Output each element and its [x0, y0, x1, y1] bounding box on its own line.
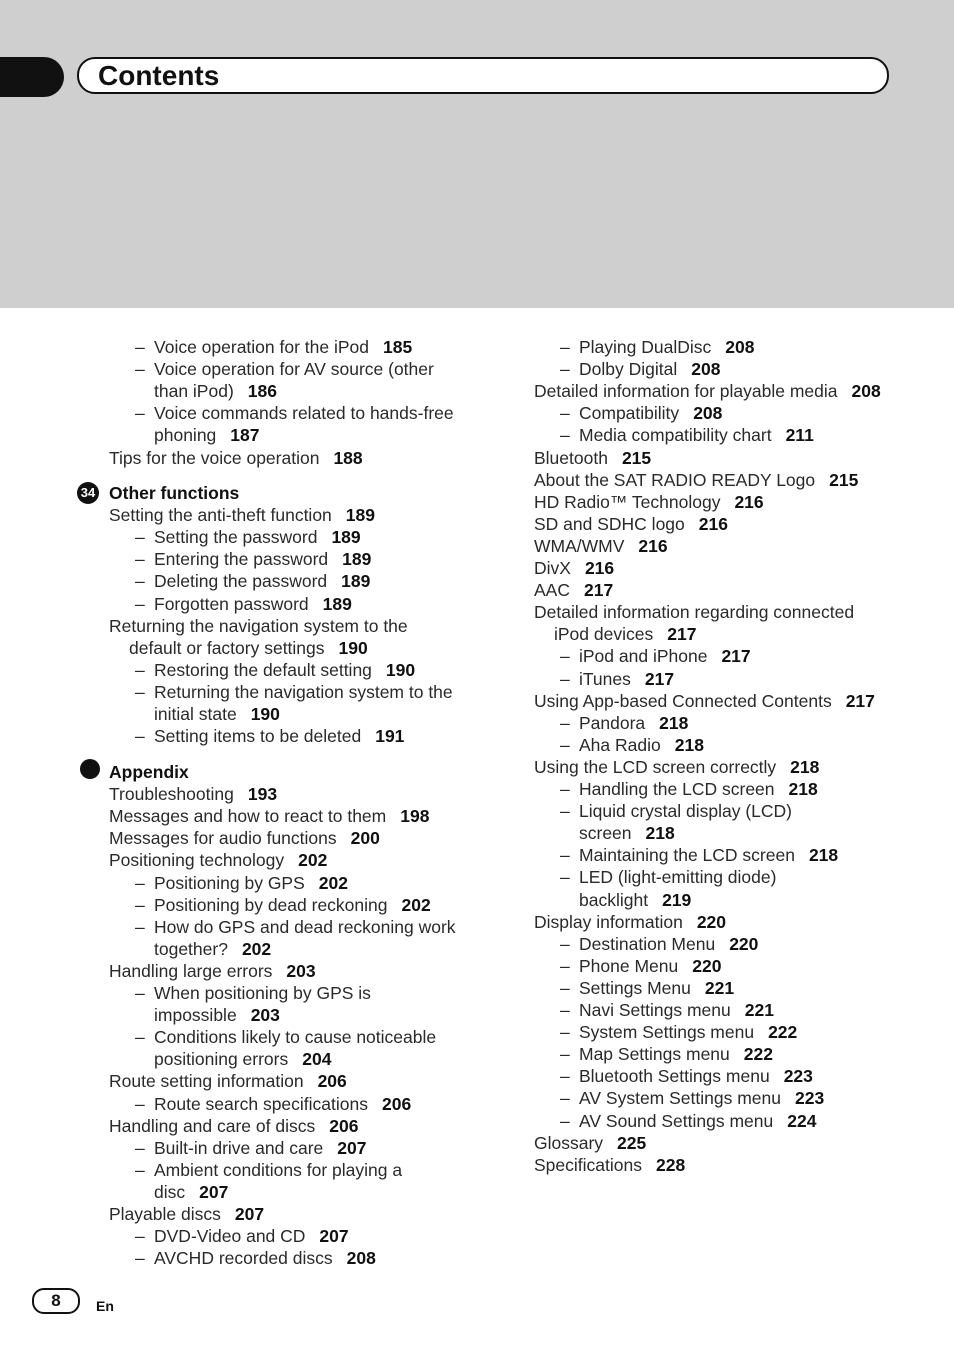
toc-dash: – — [135, 1226, 145, 1247]
toc-entry[interactable] — [154, 872, 348, 894]
toc-dash: – — [560, 734, 570, 755]
toc-page-number: 191 — [375, 726, 405, 747]
toc-entry-text: Deleting the password — [154, 571, 328, 592]
toc-entry-text: Restoring the default setting — [154, 659, 372, 680]
toc-entry[interactable] — [154, 1159, 402, 1181]
toc-entry-text: Conditions likely to cause noticeable — [154, 1027, 437, 1048]
toc-entry-text: Setting the password — [154, 527, 318, 548]
toc-entry-text: disc — [154, 1181, 186, 1202]
toc-entry[interactable] — [109, 827, 380, 849]
toc-dash: – — [560, 779, 570, 799]
toc-entry[interactable] — [154, 894, 431, 916]
toc-entry-text: DVD-Video and CD — [154, 1226, 306, 1247]
toc-page-number: 216 — [638, 535, 668, 556]
toc-dash: – — [560, 933, 570, 954]
section-heading-other-functions: Other functions — [109, 483, 240, 503]
toc-page-number: 208 — [691, 359, 721, 380]
toc-entry-text: together? — [154, 938, 228, 959]
toc-page-number: 189 — [322, 593, 352, 614]
toc-entry[interactable] — [109, 447, 363, 469]
toc-entry-text: Bluetooth Settings menu — [579, 1066, 770, 1087]
toc-page-number: 218 — [659, 712, 689, 733]
toc-dash: – — [560, 845, 570, 866]
toc-dash: – — [560, 646, 570, 667]
toc-dash: – — [135, 571, 145, 592]
toc-entry[interactable] — [534, 513, 728, 535]
toc-page-number: 215 — [621, 447, 652, 468]
toc-entry[interactable] — [129, 637, 368, 659]
toc-entry[interactable] — [534, 601, 854, 623]
toc-dash: – — [135, 1137, 145, 1158]
toc-dash: – — [135, 549, 145, 570]
appendix-badge — [80, 759, 100, 779]
toc-page-number: 221 — [704, 977, 735, 998]
toc-page-number: 188 — [333, 447, 363, 468]
toc-entry-text: Maintaining the LCD screen — [579, 845, 795, 866]
toc-entry-text: How do GPS and dead reckoning work — [154, 916, 456, 937]
toc-page-number: 200 — [350, 828, 380, 849]
toc-entry-text: Media compatibility chart — [579, 425, 772, 446]
toc-dash: – — [560, 1088, 570, 1109]
toc-entry[interactable] — [534, 469, 858, 491]
toc-page-number: 222 — [743, 1044, 773, 1065]
toc-entry-text: iPod and iPhone — [579, 646, 708, 667]
toc-entry-text: initial state — [154, 704, 237, 724]
toc-entry[interactable] — [154, 358, 434, 380]
toc-entry-text: AV System Settings menu — [579, 1088, 781, 1109]
toc-entry[interactable] — [579, 1065, 813, 1087]
toc-page-number: 206 — [382, 1093, 412, 1114]
toc-entry[interactable] — [579, 977, 734, 999]
section-tab-marker — [0, 57, 64, 97]
toc-entry-text: System Settings menu — [579, 1022, 755, 1043]
toc-entry-text: AV Sound Settings menu — [579, 1110, 774, 1131]
toc-entry[interactable] — [109, 805, 429, 827]
toc-page-number: 223 — [783, 1066, 813, 1087]
toc-entry[interactable] — [579, 889, 691, 911]
toc-page-number: 189 — [342, 549, 372, 570]
toc-entry[interactable] — [579, 336, 754, 358]
toc-entry-text: Dolby Digital — [579, 359, 678, 380]
toc-entry-text: iPod devices — [554, 624, 654, 645]
toc-page-number: 218 — [788, 779, 818, 799]
toc-page-number: 203 — [250, 1005, 280, 1026]
toc-page-number: 217 — [721, 646, 751, 667]
toc-entry[interactable] — [109, 504, 375, 526]
language-label: En — [96, 1298, 114, 1314]
toc-dash: – — [560, 1044, 570, 1065]
toc-dash: – — [560, 1000, 570, 1020]
toc-entry-text: default or factory settings — [129, 637, 325, 658]
toc-entry[interactable] — [579, 402, 722, 424]
toc-entry[interactable] — [154, 725, 404, 747]
toc-dash: – — [560, 867, 570, 888]
toc-entry[interactable] — [109, 615, 408, 637]
toc-page-number: 222 — [768, 1022, 798, 1043]
toc-entry[interactable] — [154, 548, 371, 570]
toc-page-number: 204 — [302, 1049, 332, 1070]
toc-entry-text: LED (light-emitting diode) — [579, 867, 777, 888]
toc-page-number: 190 — [385, 659, 416, 680]
toc-entry[interactable] — [579, 844, 838, 866]
header-band — [0, 0, 954, 308]
toc-entry-text: Voice operation for the iPod — [154, 337, 370, 357]
toc-entry[interactable] — [154, 402, 454, 424]
toc-entry[interactable] — [154, 424, 260, 446]
toc-page-number: 228 — [655, 1154, 686, 1175]
toc-dash: – — [560, 801, 570, 822]
toc-entry[interactable] — [579, 800, 792, 822]
toc-entry[interactable] — [109, 1115, 358, 1137]
toc-dash: – — [560, 1066, 570, 1087]
toc-entry[interactable] — [154, 336, 412, 358]
toc-entry-text: AVCHD recorded discs — [154, 1248, 333, 1269]
toc-entry-text: Pandora — [579, 712, 646, 733]
toc-entry-text: Playing DualDisc — [579, 337, 712, 357]
toc-entry[interactable] — [534, 557, 614, 579]
toc-entry-text: Phone Menu — [579, 955, 679, 976]
toc-entry[interactable] — [154, 1048, 331, 1070]
toc-page-number: 185 — [383, 337, 413, 357]
toc-dash: – — [135, 983, 145, 1003]
toc-entry-text: Messages for audio functions — [109, 828, 337, 849]
toc-entry-text: Navi Settings menu — [579, 1000, 731, 1020]
toc-entry-text: Using App-based Connected Contents — [534, 690, 832, 711]
toc-entry-text: Map Settings menu — [579, 1044, 730, 1065]
toc-entry[interactable] — [534, 579, 613, 601]
toc-entry-text: Tips for the voice operation — [109, 447, 320, 468]
toc-entry-text: Positioning by dead reckoning — [154, 894, 388, 915]
toc-page-number: 190 — [250, 704, 280, 724]
toc-page-number: 206 — [317, 1071, 347, 1092]
toc-entry[interactable] — [534, 1132, 646, 1154]
toc-entry-text: Positioning technology — [109, 850, 285, 871]
toc-dash: – — [135, 1093, 145, 1114]
toc-dash: – — [135, 527, 145, 548]
toc-page-number: 217 — [583, 580, 614, 601]
toc-entry[interactable] — [534, 380, 881, 402]
toc-entry-text: Returning the navigation system to the — [154, 681, 453, 702]
toc-page-number: 217 — [845, 690, 875, 711]
toc-entry[interactable] — [579, 999, 774, 1021]
toc-entry-text: When positioning by GPS is — [154, 983, 371, 1003]
toc-page-number: 218 — [674, 734, 704, 755]
toc-entry[interactable] — [154, 1225, 349, 1247]
toc-page-number: 218 — [808, 845, 839, 866]
toc-page-number: 189 — [341, 571, 371, 592]
toc-entry[interactable] — [154, 1247, 376, 1269]
toc-dash: – — [560, 955, 570, 976]
toc-dash: – — [135, 659, 145, 680]
toc-page-number: 218 — [645, 823, 675, 844]
toc-entry-text: HD Radio™ Technology — [534, 491, 721, 512]
toc-entry-text: Handling and care of discs — [109, 1115, 316, 1136]
toc-page-number: 215 — [829, 469, 859, 490]
toc-entry-text: Setting the anti-theft function — [109, 505, 332, 526]
toc-page-number: 203 — [286, 960, 316, 981]
toc-entry[interactable] — [579, 734, 704, 756]
toc-entry[interactable] — [154, 938, 271, 960]
toc-page-number: 211 — [785, 425, 814, 446]
toc-entry[interactable] — [579, 358, 720, 380]
toc-entry[interactable] — [579, 822, 675, 844]
toc-entry[interactable] — [154, 982, 371, 1004]
toc-page-number: 193 — [247, 784, 278, 805]
toc-dash: – — [135, 1248, 145, 1269]
toc-page-number: 218 — [790, 756, 820, 777]
toc-dash: – — [560, 668, 570, 689]
toc-page-number: 225 — [617, 1132, 647, 1153]
toc-entry[interactable] — [154, 703, 280, 725]
toc-entry[interactable] — [579, 645, 751, 667]
toc-entry[interactable] — [579, 778, 818, 800]
toc-entry[interactable] — [154, 916, 456, 938]
toc-entry-text: Entering the password — [154, 549, 329, 570]
toc-entry[interactable] — [109, 1070, 347, 1092]
toc-page-number: 187 — [230, 425, 260, 446]
toc-entry-text: screen — [579, 823, 632, 844]
toc-page-number: 208 — [725, 337, 755, 357]
toc-entry[interactable] — [579, 955, 721, 977]
toc-page-number: 207 — [234, 1204, 265, 1224]
toc-entry[interactable] — [154, 681, 453, 703]
toc-page-number: 220 — [692, 955, 722, 976]
toc-page-number: 190 — [338, 637, 368, 658]
toc-dash: – — [135, 1159, 145, 1180]
toc-entry[interactable] — [534, 756, 819, 778]
toc-entry[interactable] — [534, 911, 726, 933]
toc-entry[interactable] — [579, 1110, 816, 1132]
toc-page-number: 198 — [400, 806, 430, 827]
toc-dash: – — [560, 359, 570, 380]
toc-entry-text: Display information — [534, 911, 683, 932]
toc-entry-text: Setting items to be deleted — [154, 726, 362, 747]
toc-dash: – — [135, 681, 145, 702]
toc-page-number: 186 — [247, 381, 277, 402]
toc-entry[interactable] — [154, 380, 277, 402]
section-34-badge: 34 — [77, 482, 99, 504]
toc-page-number: 208 — [851, 381, 881, 402]
toc-entry[interactable] — [534, 1154, 685, 1176]
toc-entry-text: DivX — [534, 558, 571, 578]
toc-entry-text: Forgotten password — [154, 593, 309, 614]
toc-entry-text: Voice operation for AV source (other — [154, 359, 434, 380]
toc-page-number: 219 — [662, 889, 692, 910]
title-box — [77, 57, 889, 94]
toc-entry-text: impossible — [154, 1005, 237, 1026]
toc-entry[interactable] — [534, 535, 668, 557]
toc-entry-text: Detailed information for playable media — [534, 381, 838, 402]
toc-page-number: 224 — [787, 1110, 817, 1131]
toc-dash: – — [560, 403, 570, 424]
toc-entry[interactable] — [579, 668, 674, 690]
toc-dash: – — [135, 872, 145, 893]
toc-page-number: 216 — [698, 513, 728, 534]
toc-page-number: 216 — [584, 558, 615, 578]
toc-entry[interactable] — [109, 783, 277, 805]
toc-page-number: 220 — [696, 911, 727, 932]
toc-dash: – — [560, 977, 570, 998]
toc-dash: – — [560, 337, 570, 357]
toc-entry[interactable] — [579, 1087, 824, 1109]
toc-entry-text: WMA/WMV — [534, 535, 625, 556]
toc-page-number: 189 — [331, 527, 361, 548]
toc-entry[interactable] — [534, 690, 875, 712]
toc-entry[interactable] — [109, 1203, 264, 1225]
toc-page-number: 217 — [644, 668, 675, 689]
toc-entry-text: than iPod) — [154, 381, 234, 402]
toc-page-number: 221 — [744, 1000, 774, 1020]
toc-entry[interactable] — [534, 491, 764, 513]
toc-entry-text: Ambient conditions for playing a — [154, 1159, 403, 1180]
toc-dash: – — [560, 425, 570, 446]
toc-entry[interactable] — [579, 1043, 773, 1065]
toc-dash: – — [135, 593, 145, 614]
toc-entry[interactable] — [579, 933, 758, 955]
toc-page-number: 202 — [298, 850, 328, 871]
toc-dash: – — [135, 894, 145, 915]
toc-entry[interactable] — [109, 849, 327, 871]
toc-entry[interactable] — [579, 424, 814, 446]
toc-entry-text: Using the LCD screen correctly — [534, 756, 777, 777]
toc-entry[interactable] — [154, 1004, 280, 1026]
toc-entry[interactable] — [534, 447, 651, 469]
toc-entry-text: phoning — [154, 425, 217, 446]
toc-entry-text: Bluetooth — [534, 447, 608, 468]
toc-entry-text: Liquid crystal display (LCD) — [579, 801, 792, 822]
toc-entry-text: Messages and how to react to them — [109, 806, 387, 827]
toc-entry[interactable] — [154, 1181, 228, 1203]
toc-entry[interactable] — [154, 526, 361, 548]
toc-page-number: 207 — [337, 1137, 367, 1158]
toc-entry-text: Route setting information — [109, 1071, 304, 1092]
toc-entry-text: Compatibility — [579, 403, 680, 424]
toc-page-number: 216 — [734, 491, 764, 512]
toc-entry-text: SD and SDHC logo — [534, 513, 685, 534]
toc-entry[interactable] — [579, 1021, 797, 1043]
toc-entry[interactable] — [154, 659, 415, 681]
toc-dash: – — [135, 359, 145, 380]
toc-entry-text: Route search specifications — [154, 1093, 368, 1114]
toc-dash: – — [135, 403, 145, 424]
toc-entry-text: Playable discs — [109, 1204, 221, 1224]
toc-entry[interactable] — [154, 1137, 366, 1159]
page-number: 8 — [32, 1288, 80, 1314]
toc-dash: – — [135, 726, 145, 747]
toc-entry-text: Destination Menu — [579, 933, 716, 954]
toc-page-number: 208 — [693, 403, 723, 424]
toc-page-number: 189 — [345, 505, 375, 526]
toc-entry-text: iTunes — [579, 668, 631, 689]
toc-entry-text: Glossary — [534, 1132, 604, 1153]
toc-dash: – — [560, 1022, 570, 1043]
toc-page-number: 202 — [318, 872, 348, 893]
toc-entry-text: Settings Menu — [579, 977, 691, 998]
toc-page-number: 220 — [729, 933, 759, 954]
toc-entry[interactable] — [154, 1093, 411, 1115]
toc-dash: – — [135, 916, 145, 937]
toc-entry[interactable] — [579, 866, 776, 888]
toc-entry-text: Built-in drive and care — [154, 1137, 324, 1158]
toc-entry-text: backlight — [579, 889, 649, 910]
toc-dash: – — [135, 1027, 145, 1048]
toc-entry-text: Voice commands related to hands-free — [154, 403, 454, 424]
toc-page-number: 217 — [667, 624, 697, 645]
toc-page-number: 223 — [795, 1088, 825, 1109]
toc-entry[interactable] — [109, 960, 316, 982]
toc-entry-text: Specifications — [534, 1154, 642, 1175]
toc-page-number: 202 — [241, 938, 272, 959]
toc-entry-text: Returning the navigation system to the — [109, 615, 408, 636]
toc-page-number: 207 — [319, 1226, 349, 1247]
toc-dash: – — [560, 1110, 570, 1131]
toc-entry-text: Troubleshooting — [109, 784, 234, 805]
toc-page-number: 206 — [329, 1115, 359, 1136]
toc-entry-text: Aha Radio — [579, 734, 661, 755]
toc-entry[interactable] — [154, 1026, 436, 1048]
toc-entry[interactable] — [154, 593, 352, 615]
toc-dash: – — [135, 337, 145, 357]
page-title: Contents — [98, 60, 220, 91]
toc-entry-text: Handling the LCD screen — [579, 779, 775, 799]
toc-entry[interactable] — [154, 570, 370, 592]
toc-entry-text: Detailed information regarding connected — [534, 602, 855, 623]
section-heading-appendix: Appendix — [109, 762, 189, 782]
toc-entry-text: Handling large errors — [109, 960, 273, 981]
toc-page-number: 208 — [346, 1248, 376, 1269]
toc-entry[interactable] — [554, 623, 696, 645]
toc-page-number: 202 — [401, 894, 431, 915]
toc-entry[interactable] — [579, 712, 688, 734]
toc-entry-text: Positioning by GPS — [154, 872, 305, 893]
toc-entry-text: About the SAT RADIO READY Logo — [534, 469, 816, 490]
toc-entry-text: positioning errors — [154, 1049, 289, 1070]
toc-dash: – — [560, 712, 570, 733]
toc-entry-text: AAC — [534, 580, 570, 601]
toc-page-number: 207 — [199, 1181, 229, 1202]
